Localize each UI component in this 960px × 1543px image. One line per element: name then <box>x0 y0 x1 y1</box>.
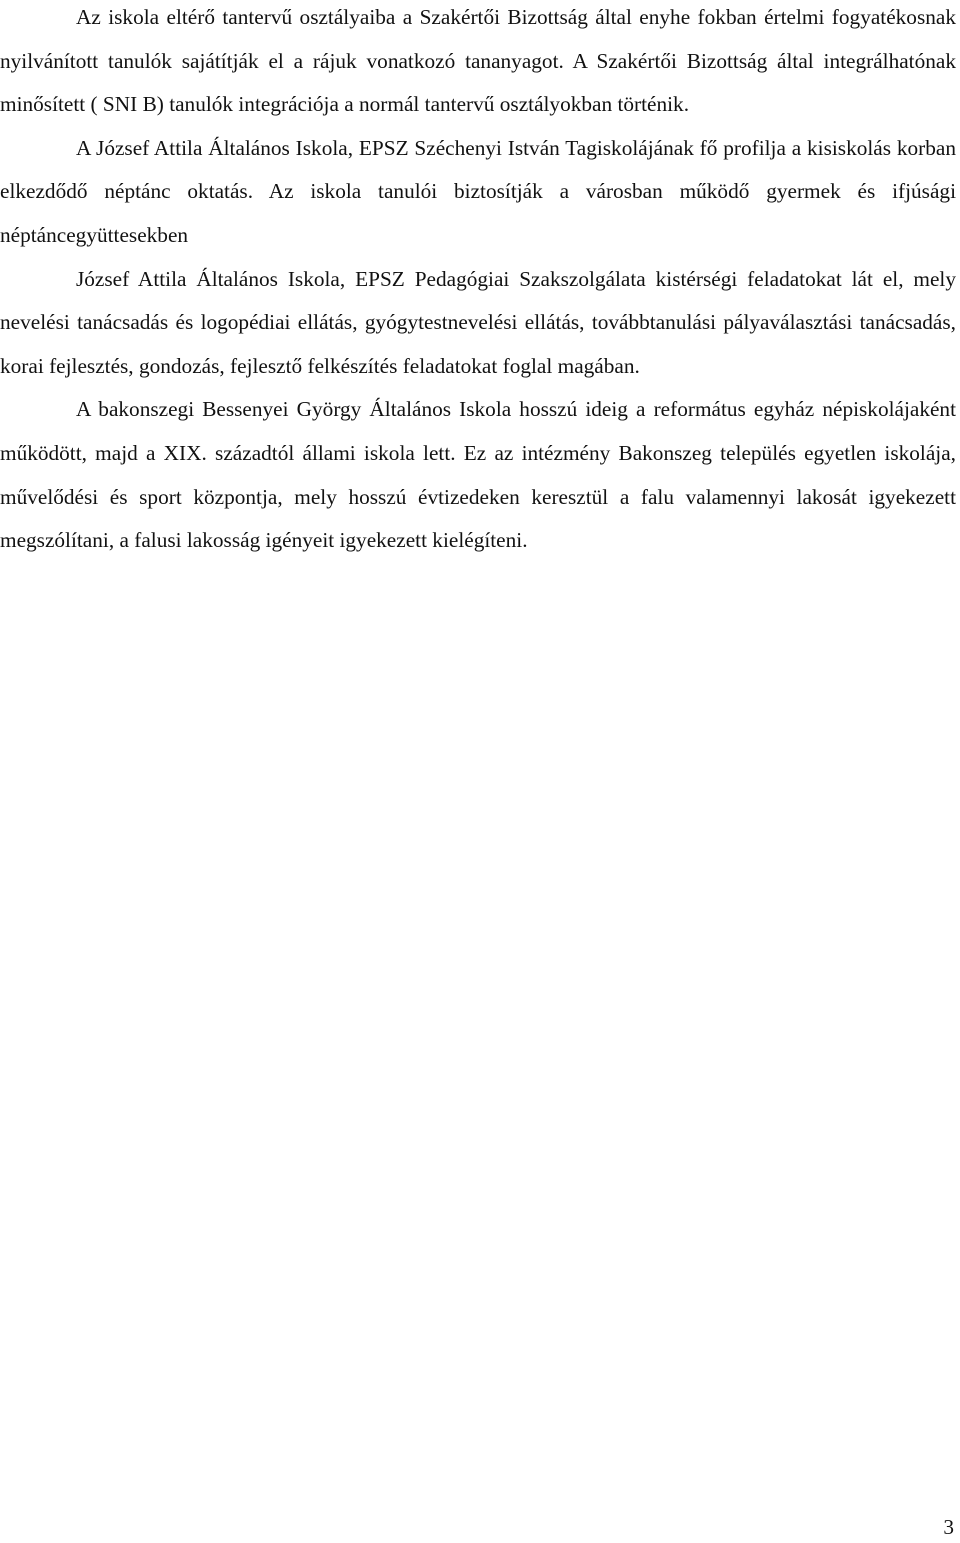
document-page <box>0 0 956 563</box>
paragraph-folk-dance-profile: A József Attila Általános Iskola, EPSZ Széchenyi István Tagiskolájának fő profilja a kisiskolás korban elkezdődő néptánc oktatás. Az iskola tanulói biztosítják a városban működő gyermek és ifjúsági néptáncegyüttesekben <box>0 135 956 247</box>
paragraph-special-education: Az iskola eltérő tantervű osztályaiba a Szakértői Bizottság által enyhe fokban értelmi fogyatékosnak nyilvánított tanulók sajátítják el a rájuk vonatkozó tananyagot. A Szakértői Bizottság által integrálhatónak minősített ( SNI B) tanulók integrációja a normál tantervű osztályokban történik. <box>0 5 956 117</box>
page-number: 3 <box>943 1515 954 1539</box>
paragraph-pedagogical-service: József Attila Általános Iskola, EPSZ Pedagógiai Szakszolgálata kistérségi feladatokat lát el, mely nevelési tanácsadás és logopédiai ellátás, gyógytestnevelési ellátás, továbbtanulási pályaválasztási tanácsadás, korai fejlesztés, gondozás, fejlesztő felkészítés feladatokat foglal magában. <box>0 266 956 378</box>
paragraph-bakonszeg-school: A bakonszegi Bessenyei György Általános Iskola hosszú ideig a református egyház népiskolájaként működött, majd a XIX. századtól állami iskola lett. Ez az intézmény Bakonszeg település egyetlen iskolája, művelődési és sport központja, mely hosszú évtizedeken keresztül a falu valamennyi lakosát igyekezett megszólítani, a falusi lakosság igényeit igyekezett kielégíteni. <box>0 397 956 553</box>
